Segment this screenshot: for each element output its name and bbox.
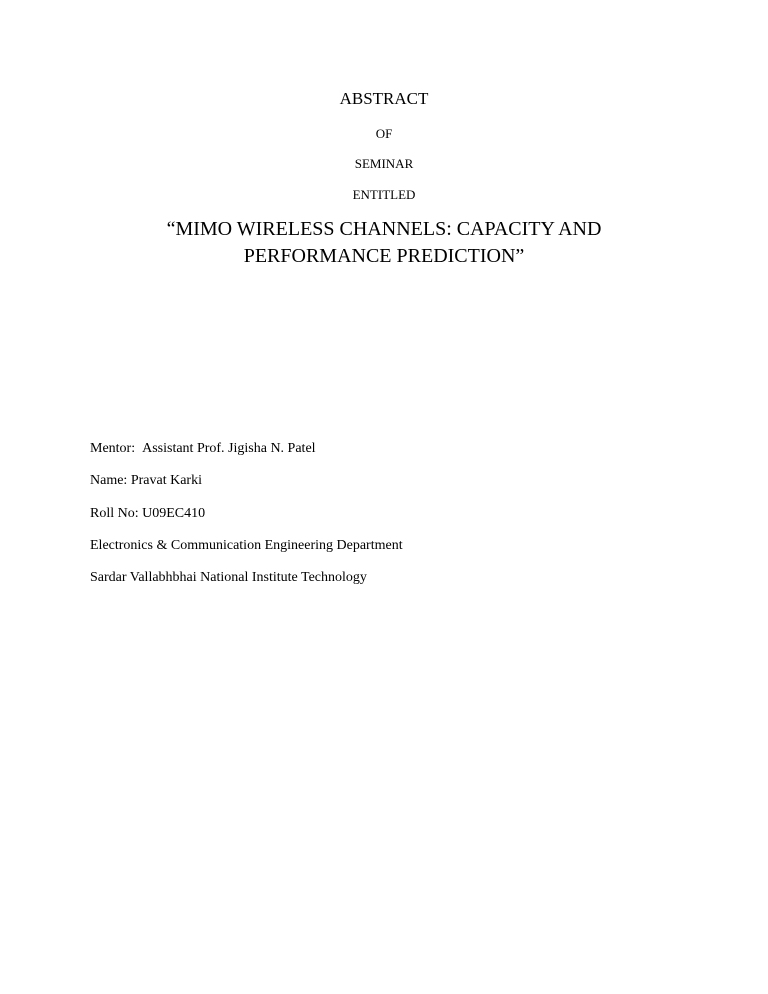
mentor-line: Mentor: Assistant Prof. Jigisha N. Patel (90, 441, 316, 456)
institute-line: Sardar Vallabhbhai National Institute Technology (90, 570, 367, 585)
seminar-title-line-1: “MIMO WIRELESS CHANNELS: CAPACITY AND (166, 218, 602, 240)
abstract-heading: ABSTRACT (339, 89, 429, 108)
name-line: Name: Pravat Karki (90, 473, 202, 488)
of-label: OF (375, 126, 393, 141)
seminar-title-line-2: PERFORMANCE PREDICTION” (243, 245, 525, 267)
entitled-label: ENTITLED (352, 187, 416, 202)
roll-number-line: Roll No: U09EC410 (90, 506, 206, 521)
seminar-title (0, 216, 768, 270)
department-line: Electronics & Communication Engineering Department (90, 538, 403, 553)
seminar-label: SEMINAR (354, 156, 414, 171)
